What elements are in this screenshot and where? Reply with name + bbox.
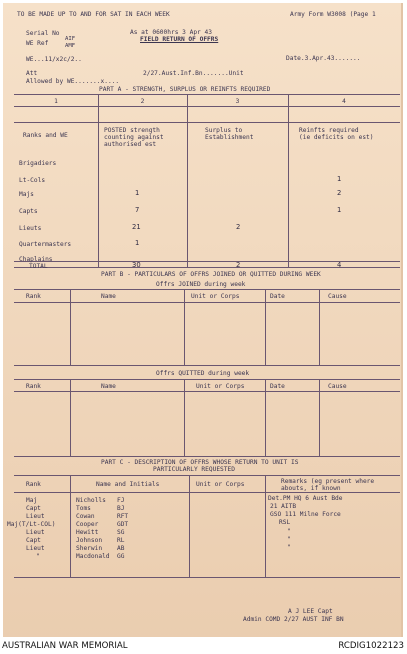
- reinfts-value: 1: [337, 175, 342, 183]
- name-cell: Cooper GDT: [76, 521, 129, 528]
- remarks-cell: 21 AITB: [270, 503, 297, 510]
- col-rule: [319, 289, 320, 365]
- column-header: Rank: [26, 383, 41, 390]
- name-cell: Johnson RL: [76, 537, 125, 544]
- col-rule: [98, 94, 99, 267]
- rank-label: Chaplains: [19, 256, 53, 263]
- part-b-title: PART B - PARTICULARS OF OFFRS JOINED OR QUITTED DURING WEEK: [101, 271, 321, 278]
- column-header: Date: [270, 293, 285, 300]
- rank-label: Brigadiers: [19, 160, 57, 167]
- posted-value: 21: [132, 223, 141, 231]
- date-field: Date.3.Apr.43.......: [286, 55, 361, 62]
- rule: [14, 365, 400, 366]
- column-header: Name: [101, 383, 116, 390]
- rule: [14, 94, 400, 95]
- name-cell: Cowan RFT: [76, 513, 129, 520]
- rule: [14, 122, 400, 123]
- rule: [14, 106, 400, 107]
- rank-cell: Maj: [26, 497, 38, 504]
- reinfts-value: 2: [337, 189, 342, 197]
- signature-name: A J LEE Capt: [288, 608, 333, 615]
- document-page: [3, 3, 403, 637]
- surplus-value: 2: [236, 223, 241, 231]
- column-header: Remarks (eg present where abouts, if known: [281, 478, 375, 492]
- rank-cell: Maj(T/Lt-COL): [7, 521, 56, 528]
- col-number: 2: [140, 98, 145, 105]
- remarks-cell: RSL: [279, 519, 291, 526]
- part-c-title: PART C - DESCRIPTION OF OFFRS WHOSE RETURN TO UNIT IS: [101, 459, 299, 466]
- rule: [14, 302, 400, 303]
- rank-label: Quartermasters: [19, 241, 72, 248]
- footer-left: AUSTRALIAN WAR MEMORIAL: [2, 641, 128, 651]
- we-ref-value: AIF AMF: [65, 36, 76, 49]
- rule: [14, 475, 400, 476]
- rank-cell: Capt: [26, 537, 41, 544]
- total-label: TOTAL: [29, 263, 48, 270]
- archive-footer: [0, 637, 407, 654]
- rank-label: Capts: [19, 208, 38, 215]
- col-rule: [184, 289, 185, 365]
- col-rule: [265, 289, 266, 365]
- reinfts-value: 1: [337, 206, 342, 214]
- col-rule: [265, 475, 266, 577]
- part-c-subtitle: PARTICULARLY REQUESTED: [153, 466, 235, 473]
- posted-value: 1: [135, 189, 140, 197]
- rank-cell: Lieut: [26, 529, 45, 536]
- remarks-cell: GSO 111 Milne Force: [270, 511, 341, 518]
- col-rule: [265, 379, 266, 456]
- rule: [14, 456, 400, 457]
- total-reinfts: 4: [337, 261, 342, 269]
- column-header: Cause: [328, 383, 347, 390]
- col-rule: [319, 379, 320, 456]
- rule: [14, 267, 400, 268]
- rank-cell: Lieut: [26, 513, 45, 520]
- rank-label: Majs: [19, 191, 34, 198]
- remarks-cell: ": [287, 528, 291, 535]
- column-header: Unit or Corps: [191, 293, 240, 300]
- rule: [14, 492, 400, 493]
- col-rule: [70, 289, 71, 365]
- remarks-cell: ": [287, 544, 291, 551]
- column-header: Name: [101, 293, 116, 300]
- posted-value: 1: [135, 239, 140, 247]
- page-title: FIELD RETURN OF OFFRS: [140, 36, 219, 43]
- joined-title: Offrs JOINED during week: [156, 281, 246, 288]
- name-cell: Sherwin AB: [76, 545, 125, 552]
- col-rule: [184, 379, 185, 456]
- we-ref-label: WE Ref: [26, 40, 49, 47]
- rule: [14, 391, 400, 392]
- col-rule: [187, 94, 188, 267]
- signature-line: Admin COMD 2/27 AUST INF BN: [243, 616, 344, 623]
- name-cell: Hewitt SG: [76, 529, 125, 536]
- rank-cell: Capt: [26, 505, 41, 512]
- rule: [14, 261, 400, 262]
- part-a-title: PART A - STRENGTH, SURPLUS OR REINFTS REQUIRED: [99, 86, 271, 93]
- rank-label: Lt-Cols: [19, 177, 46, 184]
- column-header: Unit or Corps: [196, 383, 245, 390]
- col-number: 3: [235, 98, 240, 105]
- rank-label: Lieuts: [19, 225, 42, 232]
- form-number: Army Form W3008 (Page 1: [290, 11, 376, 18]
- rule: [14, 379, 400, 380]
- rank-cell: ": [36, 553, 40, 560]
- column-header: Rank: [26, 293, 41, 300]
- column-header: Surplus to Establishment: [205, 127, 254, 141]
- total-posted: 30: [132, 261, 141, 269]
- remarks-cell: Det.PM HQ 6 Aust Bde: [268, 495, 343, 502]
- column-header: Cause: [328, 293, 347, 300]
- column-header: Date: [270, 383, 285, 390]
- col-rule: [288, 94, 289, 267]
- footer-right: RCDIG1022123: [338, 641, 404, 651]
- col-rule: [70, 379, 71, 456]
- col-rule: [70, 475, 71, 577]
- total-surplus: 2: [236, 261, 241, 269]
- rank-cell: Lieut: [26, 545, 45, 552]
- col-rule: [189, 475, 190, 577]
- column-header: POSTED strength counting against authorised est: [104, 127, 164, 148]
- column-header: Name and Initials: [96, 481, 160, 488]
- we-label: WE...11/x2c/2..: [26, 56, 82, 63]
- name-cell: Macdonald GG: [76, 553, 125, 560]
- column-header: Unit or Corps: [196, 481, 245, 488]
- rule: [14, 289, 400, 290]
- remarks-cell: ": [287, 536, 291, 543]
- name-cell: Toms BJ: [76, 505, 125, 512]
- column-header: Ranks and WE: [23, 132, 68, 139]
- quitted-title: Offrs QUITTED during week: [156, 370, 250, 377]
- rule: [14, 577, 400, 578]
- name-cell: Nicholls FJ: [76, 497, 125, 504]
- allowed-label: Allowed by WE.......x....: [26, 78, 120, 85]
- as-at-text: As at 0600hrs 3 Apr 43: [130, 29, 212, 36]
- col-number: 1: [54, 98, 58, 105]
- column-header: Reinfts required (ie deficits on est): [299, 127, 374, 141]
- att-label: Att: [26, 70, 38, 77]
- posted-value: 7: [135, 206, 140, 214]
- col-number: 4: [342, 98, 346, 105]
- instruction-text: TO BE MADE UP TO AND FOR SAT IN EACH WEEK: [17, 11, 170, 18]
- unit-line: 2/27.Aust.Inf.Bn.......Unit: [143, 70, 244, 77]
- column-header: Rank: [26, 481, 41, 488]
- serial-label: Serial No: [26, 30, 60, 37]
